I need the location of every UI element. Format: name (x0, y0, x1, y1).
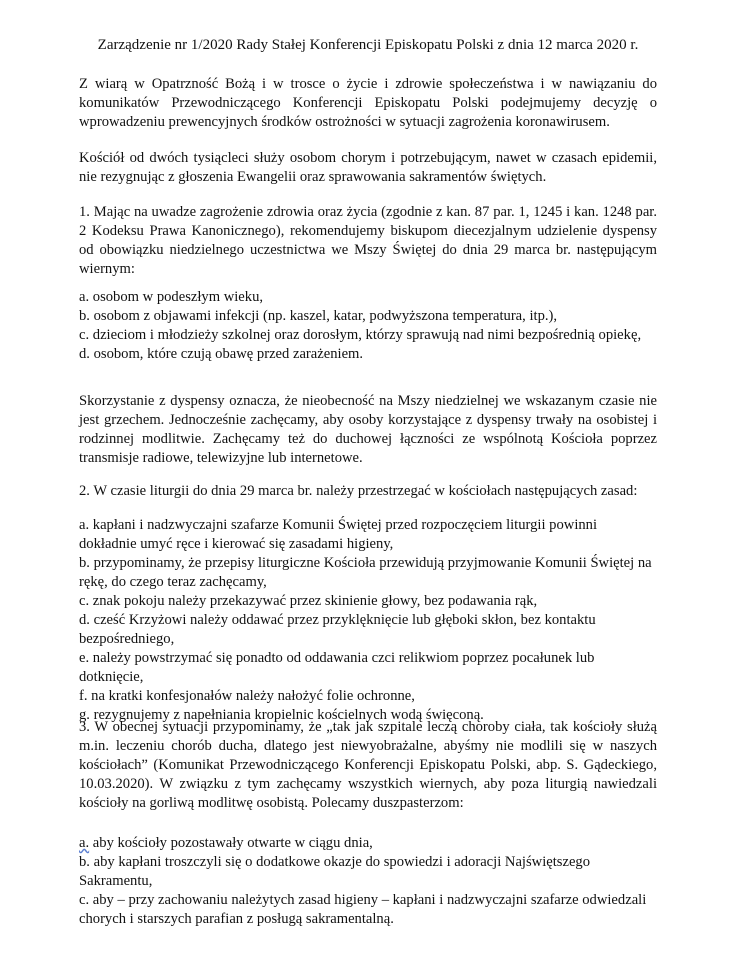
list-item: c. znak pokoju należy przekazywać przez skinienie głowy, bez podawania rąk, (79, 593, 538, 609)
section-3-text: 3. W obecnej sytuacji przypominamy, że „tak jak szpitale leczą choroby ciała, tak kościoły służą m.in. leczeniu chorób ducha, dlatego jest niewyobrażalne, abyśmy nie modlili się w naszych kościołach” (Komunikat Przewodniczącego Konferencji Episkopatu Polski, abp. S. Gądeckiego, 10.03.2020). W związku z tym zachęcamy wszystkich wiernych, aby poza liturgią nawiedzali kościoły na gorliwą modlitwę osobistą. Polecamy duszpasterzom: (79, 719, 657, 811)
list-item: b. przypominamy, że przepisy liturgiczne Kościoła przewidują przyjmowanie Komunii Świętej na rękę, do czego teraz zachęcamy, (79, 555, 652, 590)
section-2-text: 2. W czasie liturgii do dnia 29 marca br. należy przestrzegać w kościołach następujących zasad: (79, 483, 638, 499)
list-marker: a. (79, 835, 90, 851)
section-1-list (79, 288, 657, 364)
list-item: c. aby – przy zachowaniu należytych zasad higieny – kapłani i nadzwyczajni szafarze odwiedzali chorych i starszych parafian z posługą sakramentalną. (79, 892, 647, 927)
intro-paragraph: Z wiarą w Opatrzność Bożą i w trosce o życie i zdrowie społeczeństwa i w nawiązaniu do komunikatów Przewodniczącego Konferencji Episkopatu Polski podejmujemy decyzję o wprowadzeniu prewencyjnych środków ostrożności w sytuacji zagrożenia koronawirusem. (79, 76, 657, 130)
list-item: g. rezygnujemy z napełniania kropielnic kościelnych wodą święconą. (79, 707, 484, 723)
list-item: c. dzieciom i młodzieży szkolnej oraz dorosłym, którzy sprawują nad nimi bezpośrednią opiekę, (79, 327, 642, 343)
list-item (79, 834, 657, 853)
section-1-note: Skorzystanie z dyspensy oznacza, że nieobecność na Mszy niedzielnej we wskazanym czasie nie jest grzechem. Jednocześnie zachęcamy, aby osoby korzystające z dyspensy trwały na osobistej i rodzinnej modlitwie. Zachęcamy też do duchowej łączności ze wspólnotą Kościoła poprzez transmisje radiowe, telewizyjne lub internetowe. (79, 393, 657, 466)
section-1-text: 1. Mając na uwadze zagrożenie zdrowia oraz życia (zgodnie z kan. 87 par. 1, 1245 i kan. 1248 par. 2 Kodeksu Prawa Kanonicznego), rekomendujemy biskupom diecezjalnym udzielenie dyspensy od obowiązku niedzielnego uczestnictwa we Mszy Świętej do dnia 29 marca br. następującym wiernym: (79, 204, 657, 277)
list-item-text: aby kościoły pozostawały otwarte w ciągu dnia, (89, 835, 373, 851)
list-item: e. należy powstrzymać się ponadto od oddawania czci relikwiom poprzez pocałunek lub dotknięcie, (79, 650, 595, 685)
list-item: d. osobom, które czują obawę przed zarażeniem. (79, 346, 364, 362)
list-item: f. na kratki konfesjonałów należy nałożyć folie ochronne, (79, 688, 415, 704)
list-item: a. kapłani i nadzwyczajni szafarze Komunii Świętej przed rozpoczęciem liturgii powinni dokładnie umyć ręce i kierować się zasadami higieny, (79, 517, 598, 552)
paragraph-church-service: Kościół od dwóch tysiącleci służy osobom chorym i potrzebującym, nawet w czasach epidemii, nie rezygnując z głoszenia Ewangelii oraz sprawowania sakramentów świętych. (79, 150, 657, 185)
section-2-list (79, 516, 657, 725)
list-item: b. aby kapłani troszczyli się o dodatkowe okazje do spowiedzi i adoracji Najświętszego Sakramentu, (79, 854, 591, 889)
list-item: b. osobom z objawami infekcji (np. kaszel, katar, podwyższona temperatura, itp.), (79, 308, 558, 324)
document-title: Zarządzenie nr 1/2020 Rady Stałej Konferencji Episkopatu Polski z dnia 12 marca 2020 r. (97, 37, 639, 53)
section-3-list (79, 834, 657, 929)
list-item: a. osobom w podeszłym wieku, (79, 289, 264, 305)
list-item: d. cześć Krzyżowi należy oddawać przez przyklęknięcie lub głęboki skłon, bez kontaktu bezpośredniego, (79, 612, 596, 647)
